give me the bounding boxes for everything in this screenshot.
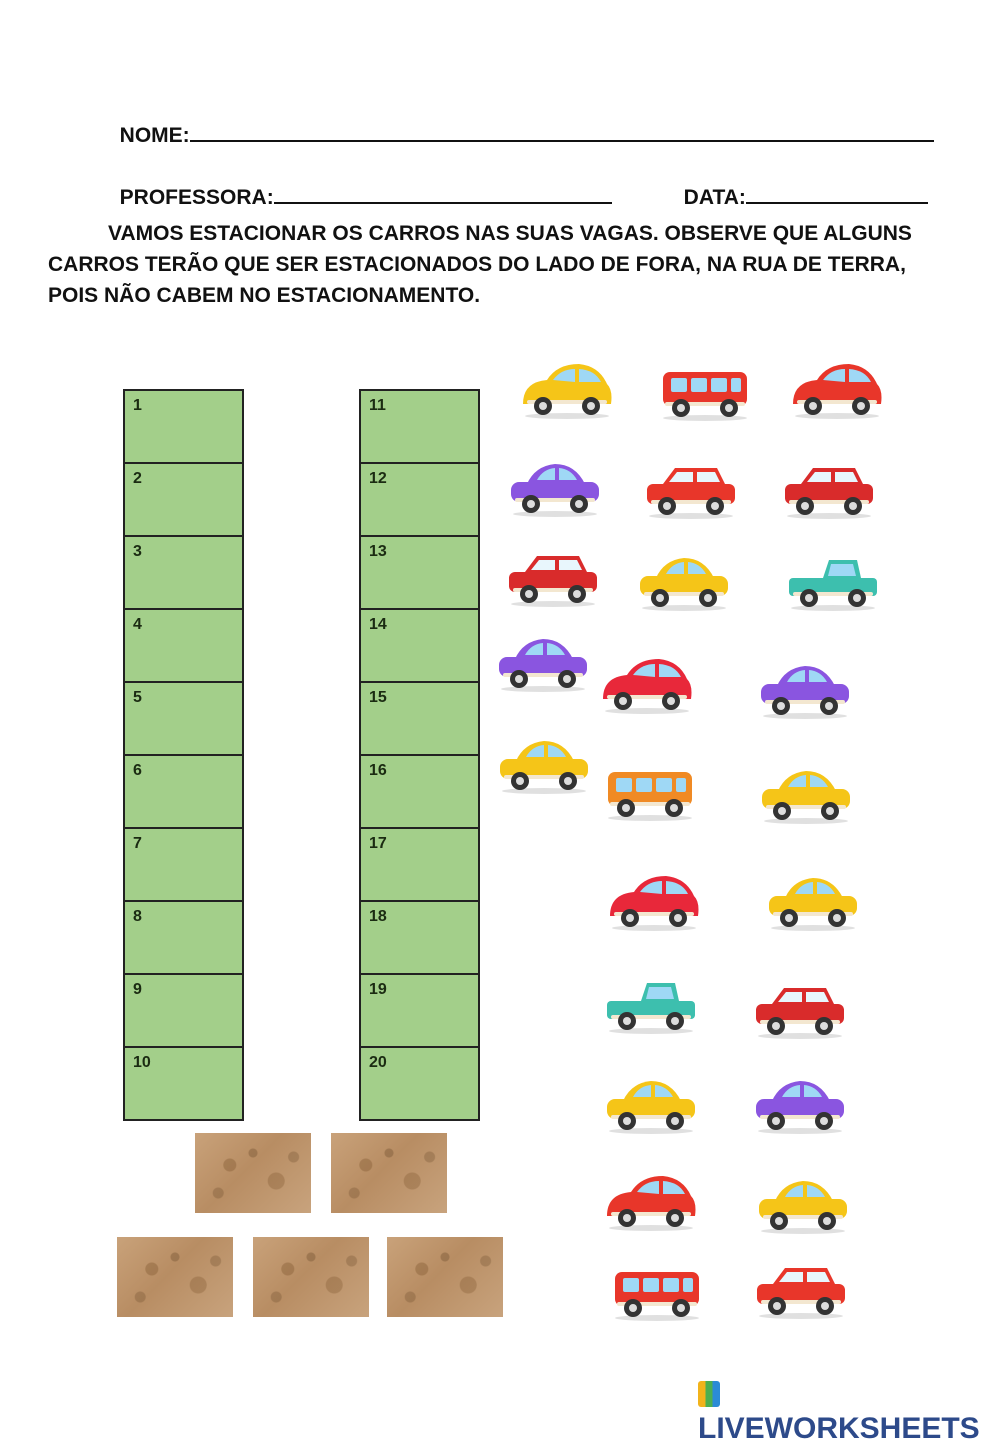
instructions-paragraph: [48, 218, 948, 311]
date-label: DATA:: [683, 186, 746, 209]
parking-slot[interactable]: [361, 756, 478, 829]
parking-slot[interactable]: [361, 683, 478, 756]
logo-text: LIVEWORKSHEETS: [698, 1412, 980, 1445]
car-icon[interactable]: [493, 633, 593, 695]
car-icon[interactable]: [783, 552, 883, 614]
car-icon[interactable]: [494, 735, 594, 797]
slot-number: 12: [369, 470, 387, 487]
car-icon[interactable]: [755, 660, 855, 722]
slot-number: 9: [133, 981, 142, 998]
car-icon[interactable]: [601, 1172, 701, 1234]
liveworksheets-logo: [698, 1378, 1000, 1446]
parking-slot[interactable]: [125, 902, 242, 975]
dirt-road-tile[interactable]: [253, 1237, 369, 1317]
teacher-label: PROFESSORA:: [119, 186, 274, 209]
car-icon[interactable]: [601, 1075, 701, 1137]
name-label: NOME:: [119, 124, 190, 147]
slot-number: 15: [369, 689, 387, 706]
dirt-road-tile[interactable]: [331, 1133, 447, 1213]
parking-slot[interactable]: [125, 975, 242, 1048]
parking-slot[interactable]: [361, 975, 478, 1048]
car-icon[interactable]: [505, 458, 605, 520]
car-icon[interactable]: [787, 360, 887, 422]
parking-slot[interactable]: [125, 829, 242, 902]
slot-number: 13: [369, 543, 387, 560]
parking-slot[interactable]: [361, 391, 478, 464]
slot-number: 5: [133, 689, 142, 706]
car-icon[interactable]: [751, 1260, 851, 1322]
slot-number: 1: [133, 397, 142, 414]
parking-slot[interactable]: [361, 610, 478, 683]
parking-slot[interactable]: [125, 537, 242, 610]
name-line: [108, 98, 934, 148]
slot-number: 20: [369, 1054, 387, 1071]
car-icon[interactable]: [750, 980, 850, 1042]
parking-slot[interactable]: [125, 1048, 242, 1119]
car-icon[interactable]: [756, 765, 856, 827]
logo-mark-icon: [698, 1381, 720, 1407]
parking-slot[interactable]: [125, 464, 242, 537]
car-icon[interactable]: [763, 872, 863, 934]
slot-number: 8: [133, 908, 142, 925]
parking-slot[interactable]: [361, 537, 478, 610]
parking-slot[interactable]: [125, 391, 242, 464]
parking-column-right: [359, 389, 480, 1121]
parking-slot[interactable]: [361, 829, 478, 902]
teacher-field[interactable]: [274, 184, 612, 204]
car-icon[interactable]: [604, 872, 704, 934]
slot-number: 10: [133, 1054, 151, 1071]
car-icon[interactable]: [597, 655, 697, 717]
car-icon[interactable]: [655, 362, 755, 424]
car-icon[interactable]: [607, 1262, 707, 1324]
car-icon[interactable]: [750, 1075, 850, 1137]
slot-number: 19: [369, 981, 387, 998]
car-icon[interactable]: [600, 762, 700, 824]
car-icon[interactable]: [601, 975, 701, 1037]
slot-number: 3: [133, 543, 142, 560]
slot-number: 11: [369, 397, 386, 414]
parking-slot[interactable]: [125, 683, 242, 756]
slot-number: 16: [369, 762, 387, 779]
slot-number: 18: [369, 908, 387, 925]
car-icon[interactable]: [634, 552, 734, 614]
car-icon[interactable]: [779, 460, 879, 522]
slot-number: 4: [133, 616, 142, 633]
parking-slot[interactable]: [361, 464, 478, 537]
car-icon[interactable]: [503, 548, 603, 610]
teacher-line: [108, 160, 612, 210]
parking-slot[interactable]: [125, 610, 242, 683]
car-icon[interactable]: [517, 360, 617, 422]
instructions-text: VAMOS ESTACIONAR OS CARROS NAS SUAS VAGAS. OBSERVE QUE ALGUNS CARROS TERÃO QUE SER ESTACIONADOS DO LADO DE FORA, NA RUA DE TERRA, POIS NÃO CABEM NO ESTACIONAMENTO.: [48, 222, 912, 307]
slot-number: 17: [369, 835, 387, 852]
date-field[interactable]: [746, 184, 928, 204]
car-icon[interactable]: [641, 460, 741, 522]
name-field[interactable]: [190, 122, 934, 142]
date-line: [672, 160, 928, 210]
dirt-road-tile[interactable]: [117, 1237, 233, 1317]
slot-number: 7: [133, 835, 142, 852]
slot-number: 2: [133, 470, 142, 487]
dirt-road-tile[interactable]: [195, 1133, 311, 1213]
slot-number: 14: [369, 616, 387, 633]
parking-slot[interactable]: [361, 1048, 478, 1119]
parking-slot[interactable]: [125, 756, 242, 829]
parking-column-left: [123, 389, 244, 1121]
parking-slot[interactable]: [361, 902, 478, 975]
car-icon[interactable]: [753, 1175, 853, 1237]
slot-number: 6: [133, 762, 142, 779]
dirt-road-tile[interactable]: [387, 1237, 503, 1317]
